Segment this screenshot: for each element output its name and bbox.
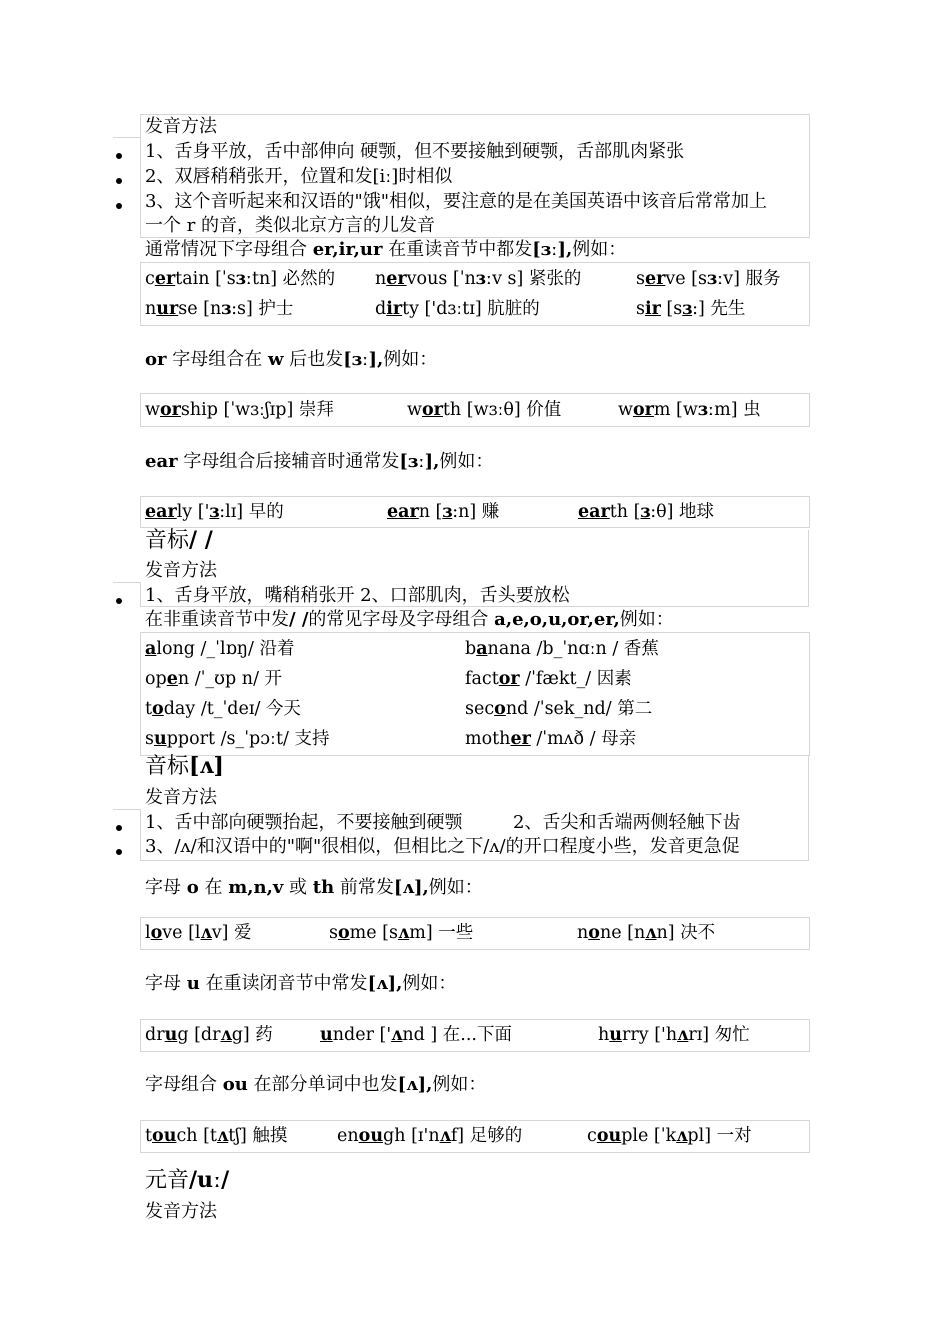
section1-point-2: 2、双唇稍稍张开，位置和发[iː]时相似 (145, 166, 453, 187)
section1-left-notch (113, 137, 140, 138)
ou-rule: 字母组合 ou 在部分单词中也发[ʌ],例如： (145, 1074, 487, 1095)
er-rule: 通常情况下字母组合 er,ir,ur 在重读音节中都发[ɜː],例如： (145, 239, 627, 260)
ear-rule: ear 字母组合后接辅音时通常发[ɜː],例如： (145, 451, 494, 472)
bullet-icon (116, 598, 122, 604)
section4-heading: 元音/uː/ (145, 1167, 230, 1193)
section3-point-2: 2、舌尖和舌端两侧轻触下齿 (513, 812, 741, 833)
section1-point-1: 1、舌身平放，舌中部伸向 硬颚，但不要接触到硬颚，舌部肌肉紧张 (145, 141, 685, 162)
word-sir: sir [sɜ:] 先生 (636, 299, 746, 319)
word-hurry: hurry ['hʌrɪ] 匆忙 (598, 1025, 750, 1045)
section1-point-3: 3、这个音听起来和汉语的"饿"相似，要注意的是在美国英语中该音后常常加上 (145, 191, 768, 212)
word-early: early ['ɜ:lɪ] 早的 (145, 502, 284, 522)
or-rule: or 字母组合在 w 后也发[ɜː],例如： (145, 349, 438, 370)
word-couple: couple [ˈkʌpl] 一对 (587, 1126, 752, 1146)
word-some: some [sʌm] 一些 (329, 923, 474, 943)
bullet-icon (116, 153, 122, 159)
word-worship: worship [ˈwɜːʃɪp] 崇拜 (145, 400, 334, 420)
word-nurse: nurse [nɜ:s] 护士 (145, 299, 294, 319)
section3-point-1: 1、舌中部向硬颚抬起，不要接触到硬颚 (145, 812, 463, 833)
word-open: open /ˈ_ʊp n/ 开 (145, 669, 283, 689)
word-factor: factor /ˈfækt_/ 因素 (465, 669, 632, 689)
word-touch: touch [tʌtʃ] 触摸 (145, 1126, 288, 1146)
word-along: along /_ˈlɒŋ/ 沿着 (145, 639, 295, 659)
word-worth: worth [wɜːθ] 价值 (407, 400, 562, 420)
section1-method-label: 发音方法 (145, 116, 217, 137)
section2-heading: 音标/ / (145, 527, 213, 553)
bullet-icon (116, 825, 122, 831)
section3-right-rule (808, 756, 809, 860)
word-under: under ['ʌnd ] 在...下面 (320, 1025, 512, 1045)
word-enough: enough [ɪ'nʌf] 足够的 (337, 1126, 523, 1146)
bullet-icon (116, 203, 122, 209)
word-support: support /s_ˈpɔːt/ 支持 (145, 729, 330, 749)
section4-method-label: 发音方法 (145, 1201, 217, 1222)
section1-point-3-cont: 一个 r 的音，类似北京方言的儿发音 (145, 215, 436, 236)
section2-left-notch (113, 582, 140, 583)
word-worm: worm [wɜːm] 虫 (618, 400, 761, 420)
schwa-rule: 在非重读音节中发/ /的常见字母及字母组合 a,e,o,u,or,er,例如： (145, 609, 674, 630)
word-serve: serve [sɜːv] 服务 (636, 269, 781, 289)
bullet-icon (116, 849, 122, 855)
section2-point: 1、舌身平放，嘴稍稍张开 2、口部肌肉，舌头要放松 (145, 585, 570, 606)
section2-right-rule (808, 530, 809, 606)
section2-left-rule (140, 582, 141, 606)
section3-bottom-rule (140, 860, 809, 861)
o-rule: 字母 o 在 m,n,v 或 th 前常发[ʌ],例如： (145, 877, 483, 898)
section3-heading: 音标[ʌ] (145, 753, 224, 779)
section3-point-3: 3、/ʌ/和汉语中的"啊"很相似，但相比之下/ʌ/的开口程度小些，发音更急促 (145, 836, 740, 857)
section3-left-rule (140, 809, 141, 860)
bullet-icon (116, 178, 122, 184)
section2-method-label: 发音方法 (145, 560, 217, 581)
word-certain: certain [ˈsɜːtn] 必然的 (145, 269, 336, 289)
word-second: second /ˈsek_nd/ 第二 (465, 699, 653, 719)
word-none: none [nʌn] 决不 (577, 923, 716, 943)
section2-bottom-rule (140, 606, 809, 607)
word-love: love [lʌv] 爱 (145, 923, 252, 943)
word-dirty: dirty ['dɜːtɪ] 肮脏的 (375, 299, 540, 319)
section3-left-notch (113, 809, 140, 810)
word-mother: mother /ˈmʌð / 母亲 (465, 729, 637, 749)
word-banana: banana /b_ˈnɑːn / 香蕉 (465, 639, 659, 659)
word-earth: earth [ɜ:θ] 地球 (578, 502, 715, 522)
word-drug: drug [drʌg] 药 (145, 1025, 273, 1045)
word-earn: earn [ɜ:n] 赚 (387, 502, 500, 522)
word-today: today /t_ˈdeɪ/ 今天 (145, 699, 301, 719)
word-nervous: nervous [ˈnɜːv s] 紧张的 (375, 269, 582, 289)
u-rule: 字母 u 在重读闭音节中常发[ʌ],例如： (145, 973, 457, 994)
section3-method-label: 发音方法 (145, 787, 217, 808)
